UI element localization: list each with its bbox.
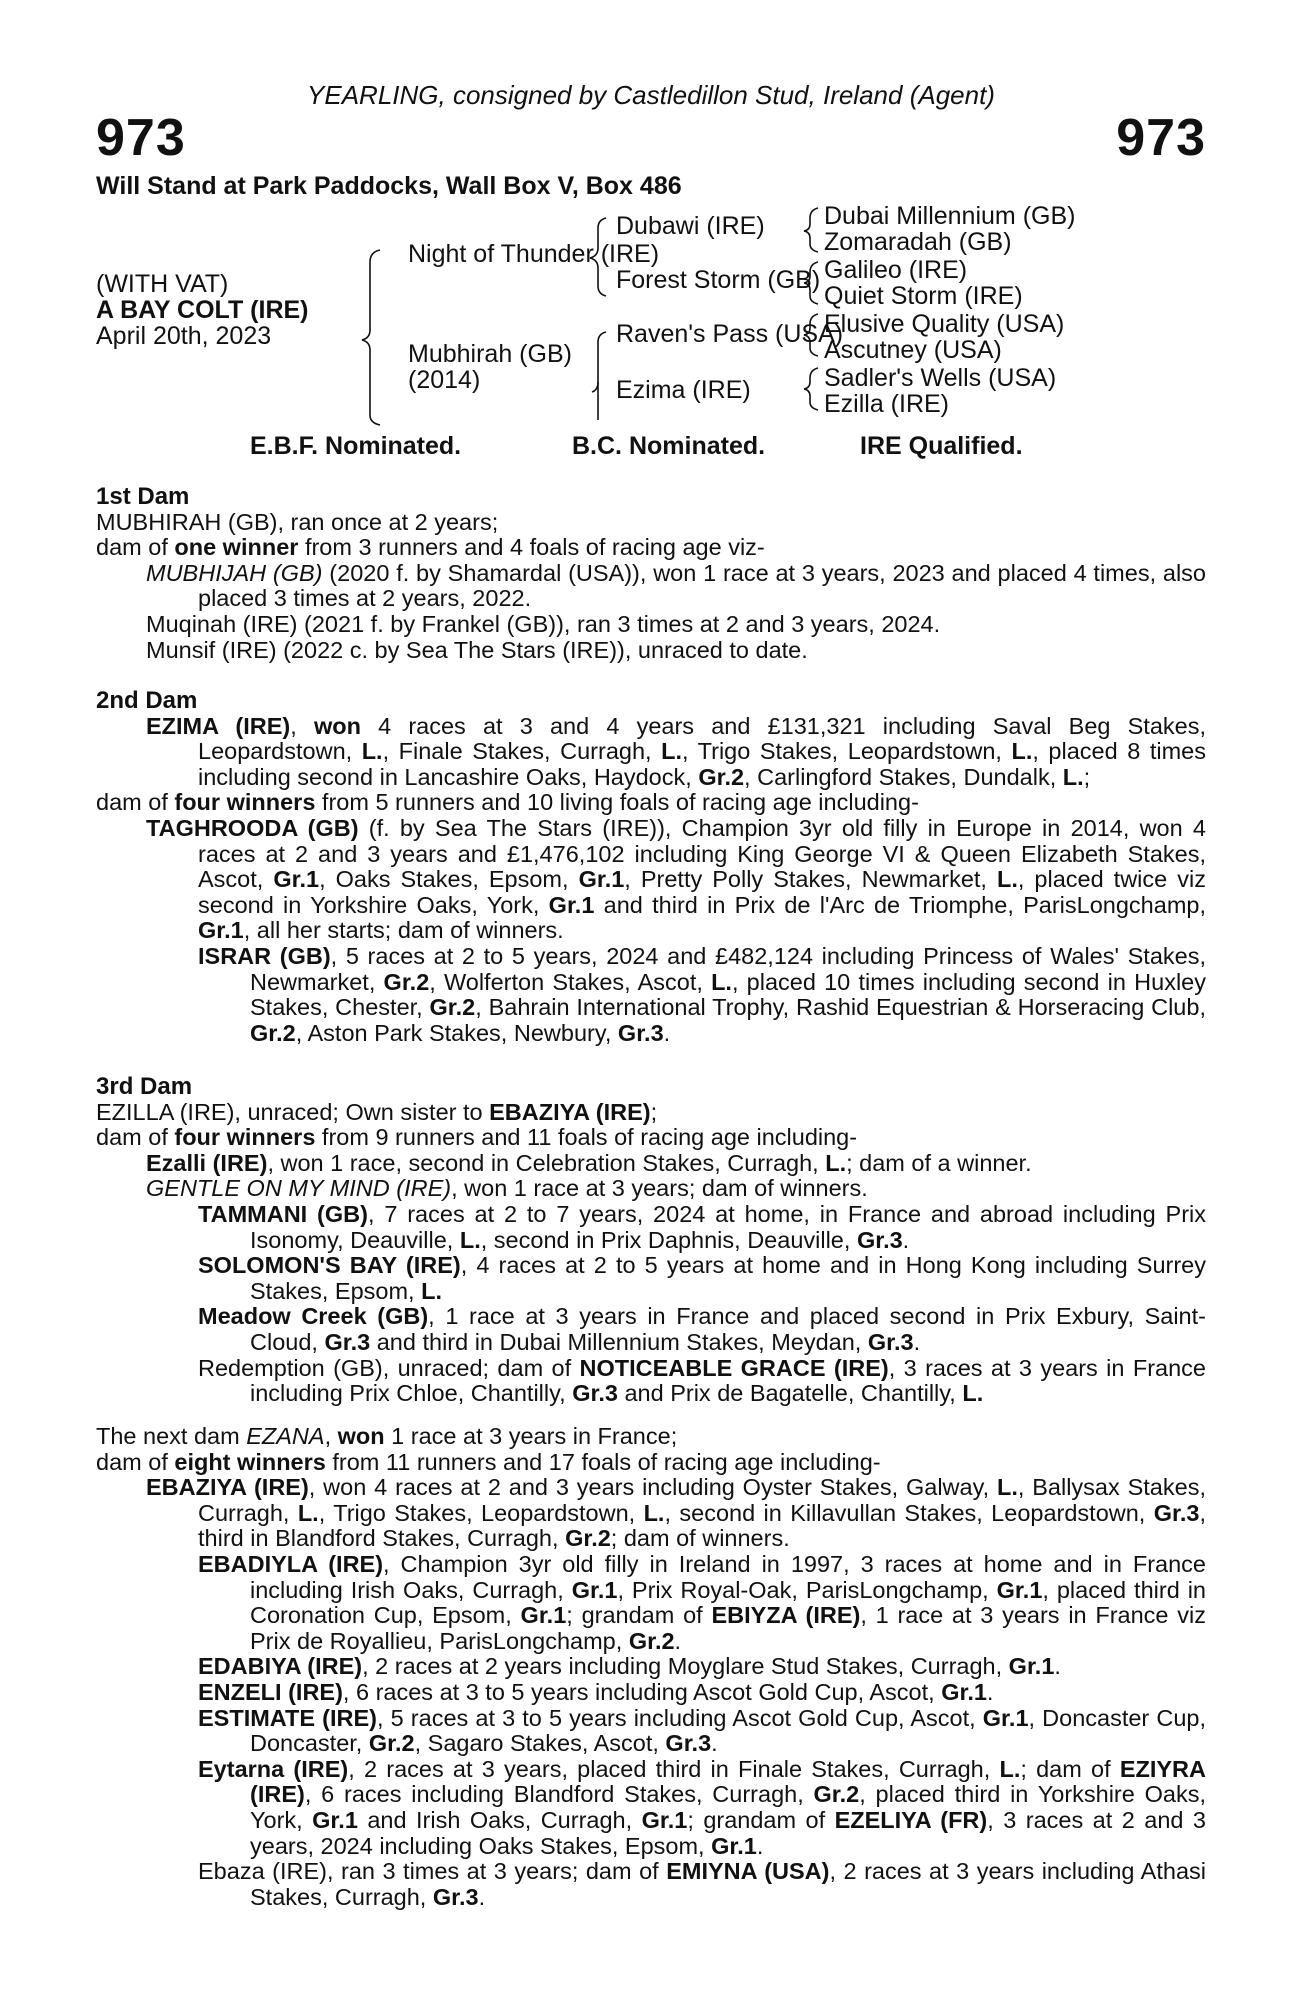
horse-name: A BAY COLT (IRE) [96, 296, 309, 324]
sire: Night of Thunder (IRE) [408, 240, 660, 268]
produce-entry: Muqinah (IRE) (2021 f. by Frankel (GB)), ran 3 times at 2 and 3 years, 2024. [146, 610, 941, 637]
section-heading: 1st Dam [96, 483, 190, 510]
dam-dam: Ezima (IRE) [616, 376, 751, 404]
sire-sire: Dubawi (IRE) [616, 212, 765, 240]
vat-label: (WITH VAT) [96, 270, 229, 298]
produce-entry: Munsif (IRE) (2022 c. by Sea The Stars (IRE)), unraced to date. [146, 636, 808, 663]
section-heading: 3rd Dam [96, 1073, 193, 1100]
third-dam-section: 3rd Dam EZILLA (IRE), unraced; Own sister to EBAZIYA (IRE); dam of four winners from 9 runners and 11 foals of racing age including- Ezalli (IRE), won 1 race, second in Celebration Stakes, Curragh, L.; dam of a winner. GENTLE ON MY MIND (IRE), won 1 race at 3 years; dam of winners. TAMMANI (GB), 7 races at 2 to 7 years, 2024 at home, in France and abroad including Prix Isonomy, Deauville, L., second in Prix Daphnis, Deauville, Gr.3. SOLOMON'S BAY (IRE), 4 races at 2 to 5 years at home and in Hong Kong including Surrey Stakes, Epsom, L. Meadow Creek (GB), 1 race at 3 years in France and placed second in Prix Exbury, Saint-Cloud, Gr.3 and third in Dubai Millennium Stakes, Meydan, Gr.3. Redemption (GB), unraced; dam of NOTICEABLE GRACE (IRE), 3 races at 3 years in France including Prix Chloe, Chantilly, Gr.3 and Prix de Bagatelle, Chantilly, L. [96, 1073, 1207, 1407]
dam-record: MUBHIRAH (GB), ran once at 2 years; [96, 508, 499, 535]
ggp-5: Elusive Quality (USA) [824, 310, 1065, 338]
dam-record: EZIMA (IRE), won 4 races at 3 and 4 years and £131,321 including Saval Beg Stakes, Leopardstown, L., Finale Stakes, Curragh, L., Trigo Stakes, Leopardstown, L., placed 8 times including second in Lancashire Oaks, Haydock, Gr.2, Carlingford Stakes, Dundalk, L.; [146, 712, 1207, 790]
ggp-6: Ascutney (USA) [824, 336, 1002, 364]
produce-entry: ENZELI (IRE), 6 races at 3 to 5 years including Ascot Gold Cup, Ascot, Gr.1. [198, 1678, 994, 1705]
produce-entry: GENTLE ON MY MIND (IRE), won 1 race at 3 years; dam of winners. [146, 1175, 868, 1202]
ggp-7: Sadler's Wells (USA) [824, 364, 1057, 392]
produce-entry: Ebaza (IRE), ran 3 times at 3 years; dam of EMIYNA (USA), 2 races at 3 years including Athasi Stakes, Curragh, Gr.3. [198, 1858, 1206, 1910]
second-dam-section: 2nd Dam EZIMA (IRE), won 4 races at 3 and 4 years and £131,321 including Saval Beg Stakes, Leopardstown, L., Finale Stakes, Curragh, L., Trigo Stakes, Leopardstown, L., placed 8 times including second in Lancashire Oaks, Haydock, Gr.2, Carlingford Stakes, Dundalk, L.; dam of four winners from 5 runners and 10 living foals of racing age including- TAGHROODA (GB) (f. by Sea The Stars (IRE)), Champion 3yr old filly in Europe in 2014, won 4 races at 2 and 3 years and £1,476,102 including King George VI & Queen Elizabeth Stakes, Ascot, Gr.1, Oaks Stakes, Epsom, Gr.1, Pretty Polly Stakes, Newmarket, L., placed twice viz second in Yorkshire Oaks, York, Gr.1 and third in Prix de l'Arc de Triomphe, ParisLongchamp, Gr.1, all her starts; dam of winners. ISRAR (GB), 5 races at 2 to 5 years, 2024 and £482,124 including Princess of Wales' Stakes, Newmarket, Gr.2, Wolferton Stakes, Ascot, L., placed 10 times including second in Huxley Stakes, Chester, Gr.2, Bahrain International Trophy, Rashid Equestrian & Horseracing Club, Gr.2, Aston Park Stakes, Newbury, Gr.3. [96, 687, 1207, 1046]
produce-entry: EBADIYLA (IRE), Champion 3yr old filly in Ireland in 1997, 3 races at home and in France including Irish Oaks, Curragh, Gr.1, Prix Royal-Oak, ParisLongchamp, Gr.1, placed third in Coronation Cup, Epsom, Gr.1; grandam of EBIYZA (IRE), 1 race at 3 years in France viz Prix de Royallieu, ParisLongchamp, Gr.2. [198, 1550, 1206, 1654]
produce-entry: Meadow Creek (GB), 1 race at 3 years in France and placed second in Prix Exbury, Saint-Cloud, Gr.3 and third in Dubai Millennium Stakes, Meydan, Gr.3. [198, 1303, 1206, 1355]
produce-entry: Eytarna (IRE), 2 races at 3 years, placed third in Finale Stakes, Curragh, L.; dam of EZIYRA (IRE), 6 races including Blandford Stakes, Curragh, Gr.2, placed third in Yorkshire Oaks, York, Gr.1 and Irish Oaks, Curragh, Gr.1; grandam of EZELIYA (FR), 3 races at 2 and 3 years, 2024 including Oaks Stakes, Epsom, Gr.1. [198, 1755, 1206, 1859]
lot-number-left: 973 [96, 109, 186, 167]
dam-year: (2014) [408, 366, 481, 394]
next-dam-section: The next dam EZANA, won 1 race at 3 years in France; dam of eight winners from 11 runners and 17 foals of racing age including- EBAZIYA (IRE), won 4 races at 2 and 3 years including Oyster Stakes, Galway, L., Ballysax Stakes, Curragh, L., Trigo Stakes, Leopardstown, L., second in Killavullan Stakes, Leopardstown, Gr.3, third in Blandford Stakes, Curragh, Gr.2; dam of winners. EBADIYLA (IRE), Champion 3yr old filly in Ireland in 1997, 3 races at home and in France including Irish Oaks, Curragh, Gr.1, Prix Royal-Oak, ParisLongchamp, Gr.1, placed third in Coronation Cup, Epsom, Gr.1; grandam of EBIYZA (IRE), 1 race at 3 years in France viz Prix de Royallieu, ParisLongchamp, Gr.2. EDABIYA (IRE), 2 races at 2 years including Moyglare Stud Stakes, Curragh, Gr.1. ENZELI (IRE), 6 races at 3 to 5 years including Ascot Gold Cup, Ascot, Gr.1. ESTIMATE (IRE), 5 races at 3 to 5 years including Ascot Gold Cup, Ascot, Gr.1, Doncaster Cup, Doncaster, Gr.2, Sagaro Stakes, Ascot, Gr.3. Eytarna (IRE), 2 races at 3 years, placed third in Finale Stakes, Curragh, L.; dam of EZIYRA (IRE), 6 races including Blandford Stakes, Curragh, Gr.2, placed third in Yorkshire Oaks, York, Gr.1 and Irish Oaks, Curragh, Gr.1; grandam of EZELIYA (FR), 3 races at 2 and 3 years, 2024 including Oaks Stakes, Epsom, Gr.1. Ebaza (IRE), ran 3 times at 3 years; dam of EMIYNA (USA), 2 races at 3 years including Athasi Stakes, Curragh, Gr.3. [96, 1423, 1207, 1910]
produce-entry: MUBHIJAH (GB) (2020 f. by Shamardal (USA)), won 1 race at 3 years, 2023 and placed 4 times, also placed 3 times at 2 years, 2022. [146, 559, 1207, 612]
dam-sire: Raven's Pass (USA) [616, 320, 844, 348]
pedigree-table [96, 200, 1206, 430]
produce-entry: TAGHROODA (GB) (f. by Sea The Stars (IRE)), Champion 3yr old filly in Europe in 2014, won 4 races at 2 and 3 years and £1,476,102 including King George VI & Queen Elizabeth Stakes, Ascot, Gr.1, Oaks Stakes, Epsom, Gr.1, Pretty Polly Stakes, Newmarket, L., placed twice viz second in Yorkshire Oaks, York, Gr.1 and third in Prix de l'Arc de Triomphe, ParisLongchamp, Gr.1, all her starts; dam of winners. [146, 814, 1206, 944]
ggp-4: Quiet Storm (IRE) [824, 282, 1023, 310]
produce-entry: ISRAR (GB), 5 races at 2 to 5 years, 2024 and £482,124 including Princess of Wales' Stakes, Newmarket, Gr.2, Wolferton Stakes, Ascot, L., placed 10 times including second in Huxley Stakes, Chester, Gr.2, Bahrain International Trophy, Rashid Equestrian & Horseracing Club, Gr.2, Aston Park Stakes, Newbury, Gr.3. [198, 942, 1206, 1046]
ggp-8: Ezilla (IRE) [824, 390, 950, 418]
produce-entry: EDABIYA (IRE), 2 races at 2 years including Moyglare Stud Stakes, Curragh, Gr.1. [198, 1653, 1061, 1680]
first-dam-section: 1st Dam MUBHIRAH (GB), ran once at 2 years; dam of one winner from 3 runners and 4 foals of racing age viz- MUBHIJAH (GB) (2020 f. by Shamardal (USA)), won 1 race at 3 years, 2023 and placed 4 times, also placed 3 times at 2 years, 2022. Muqinah (IRE) (2021 f. by Frankel (GB)), ran 3 times at 2 and 3 years, 2024. Munsif (IRE) (2022 c. by Sea The Stars (IRE)), unraced to date. [96, 483, 1207, 663]
foaling-date: April 20th, 2023 [96, 322, 272, 350]
ire-qualified: IRE Qualified. [860, 432, 1023, 460]
produce-entry: EBAZIYA (IRE), won 4 races at 2 and 3 years including Oyster Stakes, Galway, L., Ballysax Stakes, Curragh, L., Trigo Stakes, Leopardstown, L., second in Killavullan Stakes, Leopardstown, Gr.3, third in Blandford Stakes, Curragh, Gr.2; dam of winners. [146, 1474, 1206, 1552]
lot-number-right: 973 [1116, 109, 1206, 167]
dam-record: The next dam EZANA, won 1 race at 3 years in France; [96, 1423, 678, 1449]
sire-dam: Forest Storm (GB) [616, 266, 821, 294]
produce-entry: ESTIMATE (IRE), 5 races at 3 to 5 years including Ascot Gold Cup, Ascot, Gr.1, Doncaster Cup, Doncaster, Gr.2, Sagaro Stakes, Ascot, Gr.3. [198, 1704, 1207, 1757]
stand-location: Will Stand at Park Paddocks, Wall Box V, Box 486 [96, 172, 682, 200]
ggp-2: Zomaradah (GB) [824, 228, 1012, 256]
produce-entry: TAMMANI (GB), 7 races at 2 to 7 years, 2024 at home, in France and abroad including Prix Isonomy, Deauville, L., second in Prix Daphnis, Deauville, Gr.3. [198, 1200, 1207, 1253]
produce-entry: SOLOMON'S BAY (IRE), 4 races at 2 to 5 years at home and in Hong Kong including Surrey Stakes, Epsom, L. [198, 1252, 1206, 1304]
ggp-3: Galileo (IRE) [824, 256, 968, 284]
section-heading: 2nd Dam [96, 687, 198, 714]
produce-entry: Ezalli (IRE), won 1 race, second in Celebration Stakes, Curragh, L.; dam of a winner. [146, 1149, 1032, 1176]
produce-entry: Redemption (GB), unraced; dam of NOTICEABLE GRACE (IRE), 3 races at 3 years in France including Prix Chloe, Chantilly, Gr.3 and Prix de Bagatelle, Chantilly, L. [198, 1354, 1206, 1407]
ggp-1: Dubai Millennium (GB) [824, 202, 1076, 230]
consignor-line: YEARLING, consigned by Castledillon Stud, Ireland (Agent) [307, 80, 995, 110]
dam-record: EZILLA (IRE), unraced; Own sister to EBAZIYA (IRE); [96, 1098, 658, 1125]
dam: Mubhirah (GB) [408, 340, 572, 368]
ebf-nomination: E.B.F. Nominated. [250, 432, 462, 460]
bc-nomination: B.C. Nominated. [572, 432, 766, 460]
